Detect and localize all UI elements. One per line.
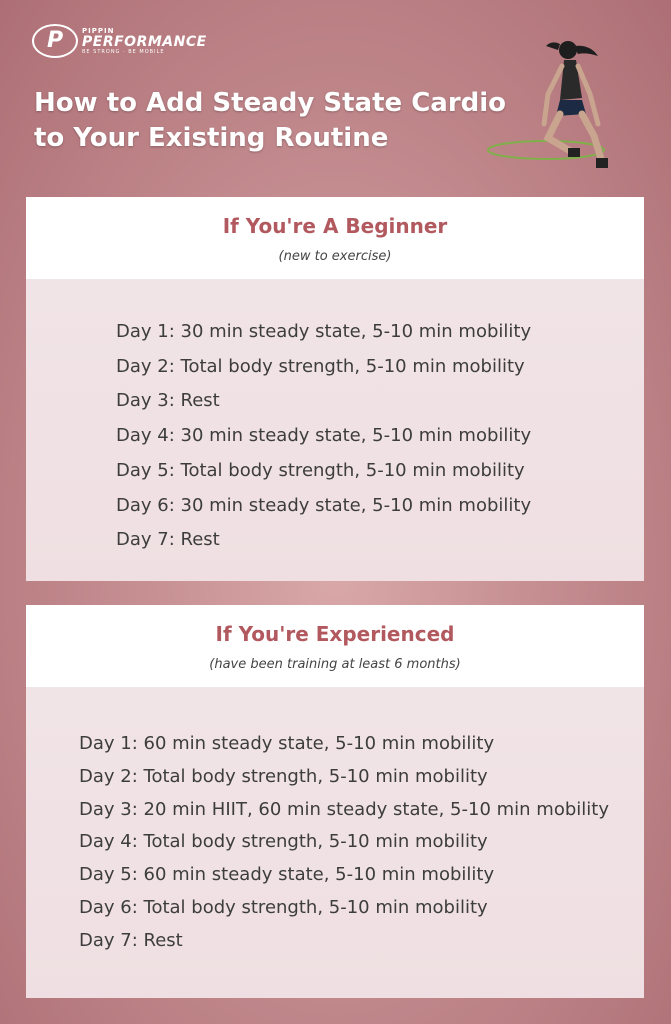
logo-mark: P [32, 24, 78, 58]
beginner-day-3: Day 3: Rest [116, 390, 220, 412]
experienced-day-5: Day 5: 60 min steady state, 5-10 min mobility [79, 864, 495, 886]
logo-tagline: BE STRONG · BE MOBILE [82, 49, 165, 55]
experienced-card-header [26, 605, 644, 687]
experienced-day-4: Day 4: Total body strength, 5-10 min mobility [79, 831, 488, 853]
beginner-title: If You're A Beginner [222, 214, 448, 238]
experienced-day-3: Day 3: 20 min HIIT, 60 min steady state, 5-10 min mobility [79, 798, 609, 820]
beginner-card [26, 197, 644, 581]
logo-top-text: PIPPIN [82, 27, 115, 35]
beginner-day-1: Day 1: 30 min steady state, 5-10 min mobility [116, 321, 532, 342]
experienced-title: If You're Experienced [215, 622, 455, 646]
beginner-day-5: Day 5: Total body strength, 5-10 min mobility [116, 459, 525, 481]
beginner-day-7: Day 7: Rest [116, 529, 220, 551]
experienced-card [26, 605, 644, 998]
beginner-card-header [26, 197, 644, 279]
beginner-day-4: Day 4: 30 min steady state, 5-10 min mobility [116, 425, 532, 447]
logo-name: PERFORMANCE [82, 34, 207, 50]
experienced-day-6: Day 6: Total body strength, 5-10 min mobility [79, 896, 488, 918]
logo-text [82, 27, 207, 55]
beginner-day-2: Day 2: Total body strength, 5-10 min mobility [116, 355, 525, 377]
beginner-subtitle: (new to exercise) [278, 249, 392, 264]
experienced-day-7: Day 7: Rest [79, 929, 183, 951]
experienced-day-1: Day 1: 60 min steady state, 5-10 min mobility [79, 733, 495, 754]
beginner-day-6: Day 6: 30 min steady state, 5-10 min mobility [116, 494, 532, 516]
brand-logo [32, 24, 207, 58]
page-title: How to Add Steady State Cardio to Your Existing Routine [34, 88, 507, 153]
jump-rope-woman-icon [486, 28, 646, 178]
experienced-day-2: Day 2: Total body strength, 5-10 min mobility [79, 765, 488, 787]
experienced-subtitle: (have been training at least 6 months) [209, 657, 461, 672]
beginner-schedule [26, 279, 644, 581]
experienced-schedule [26, 687, 644, 998]
